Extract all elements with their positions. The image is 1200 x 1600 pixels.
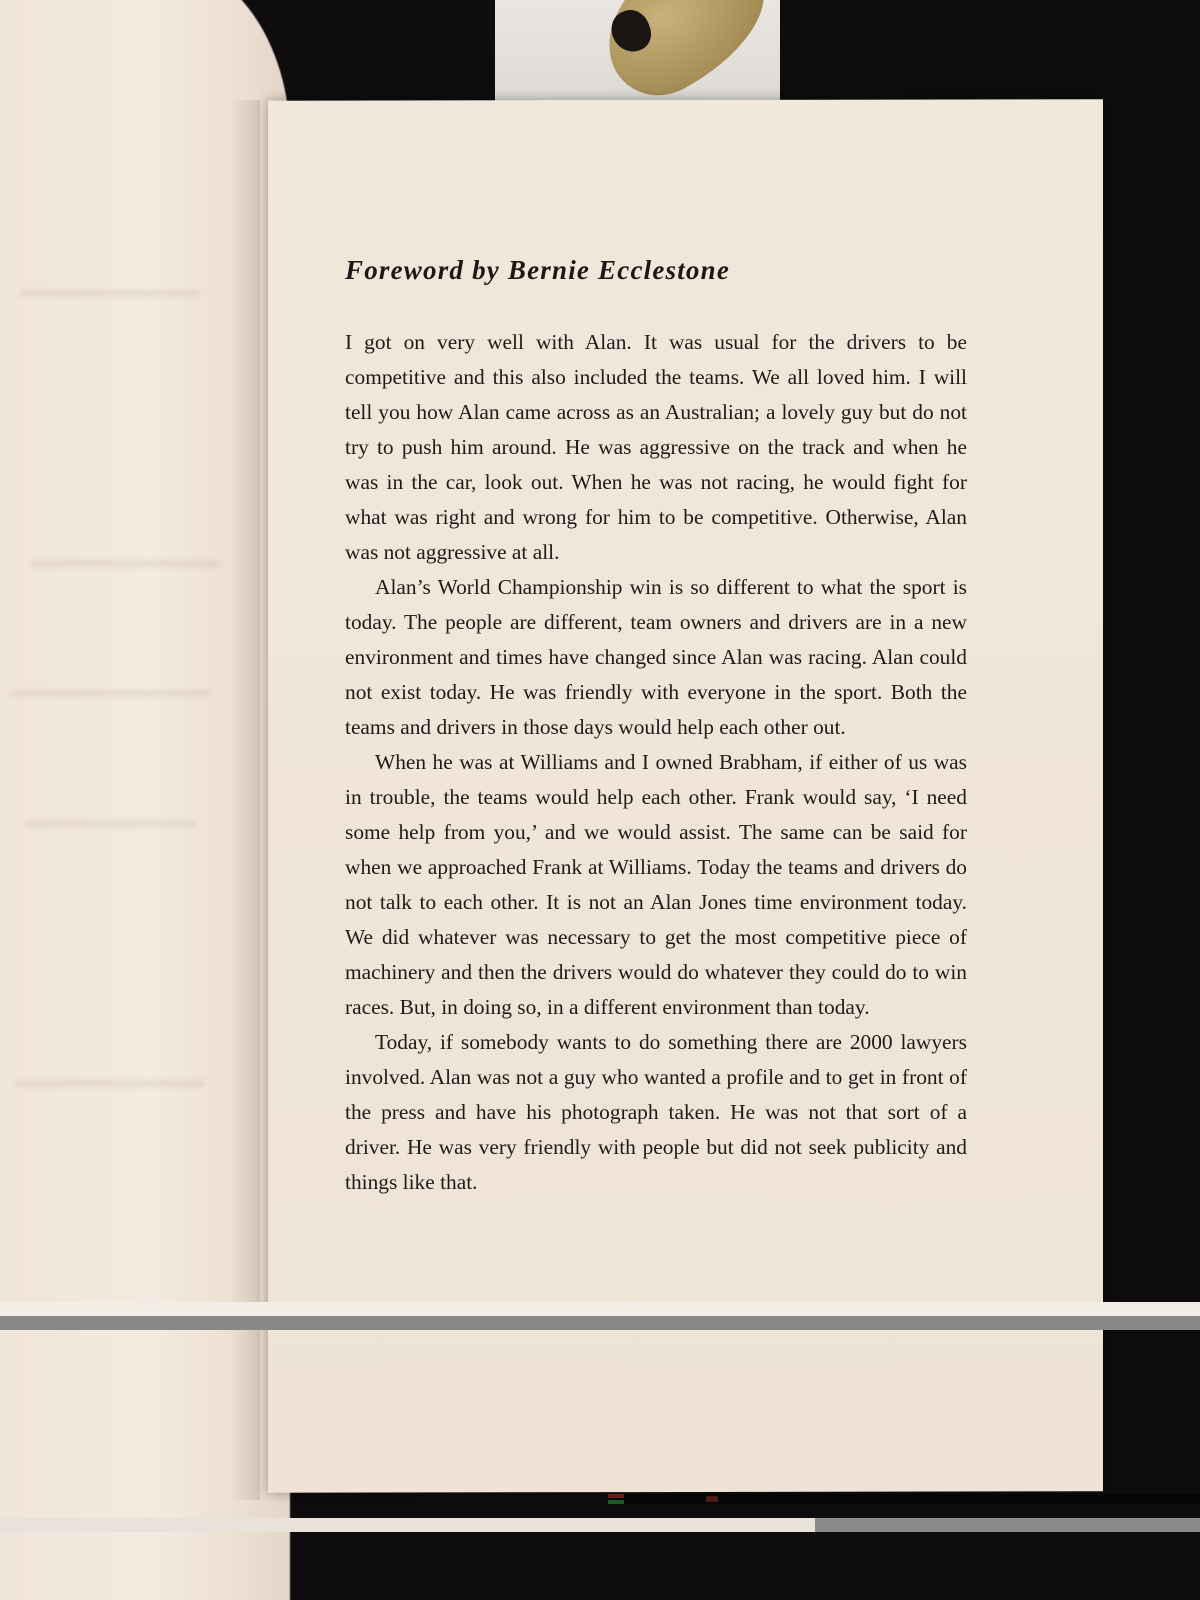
page-gutter-shadow <box>230 100 260 1500</box>
paragraph-2: Alan’s World Championship win is so different to what the sport is today. The people are different, team owners and drivers are in a new environment and times have changed since Alan was racing. Alan could not exist today. He was friendly with everyone in the sport. Both the teams and drivers in those days would help each other out. <box>345 575 967 739</box>
paragraph-4: Today, if somebody wants to do something there are 2000 lawyers involved. Alan was not a guy who wanted a profile and to get in front of the press and have his photograph taken. He was not that sort of a driver. He was very friendly with people but did not seek publicity and things like that. <box>345 1030 967 1194</box>
bleed-through-line <box>25 820 195 827</box>
bleed-through-line <box>10 690 210 697</box>
paragraph-1: I got on very well with Alan. It was usual for the drivers to be competitive and this also included the teams. We all loved him. I will tell you how Alan came across as an Australian; a lovely guy but do not try to push him around. He was aggressive on the track and when he was in the car, look out. When he was not racing, he would fight for what was right and wrong for him to be competitive. Otherwise, Alan was not aggressive at all. <box>345 330 967 564</box>
foreword-body <box>345 325 967 1200</box>
scan-glitch-band <box>815 1518 1200 1532</box>
bleed-through-line <box>20 290 200 297</box>
bleed-through-line <box>15 1080 205 1087</box>
scan-glitch-pixel <box>706 1496 718 1502</box>
foreword-heading: Foreword by Bernie Ecclestone <box>345 255 731 285</box>
scan-glitch-band <box>0 1316 1200 1330</box>
paragraph-3: When he was at Williams and I owned Brabham, if either of us was in trouble, the teams would help each other. Frank would say, ‘I need some help from you,’ and we would assist. The same can be said for when we approached Frank at Williams. Today the teams and drivers do not talk to each other. It is not an Alan Jones time environment today. We did whatever was necessary to get the most competitive piece of machinery and then the drivers would do whatever they could do to win races. But, in doing so, in a different environment than today. <box>345 750 967 1019</box>
scan-glitch-pixel <box>608 1494 624 1498</box>
scan-glitch-pixel <box>608 1500 624 1504</box>
scan-glitch-band <box>0 1518 815 1532</box>
scan-glitch-band <box>610 1494 1200 1504</box>
bleed-through-line <box>30 560 220 567</box>
scan-glitch-band <box>0 1302 1200 1316</box>
